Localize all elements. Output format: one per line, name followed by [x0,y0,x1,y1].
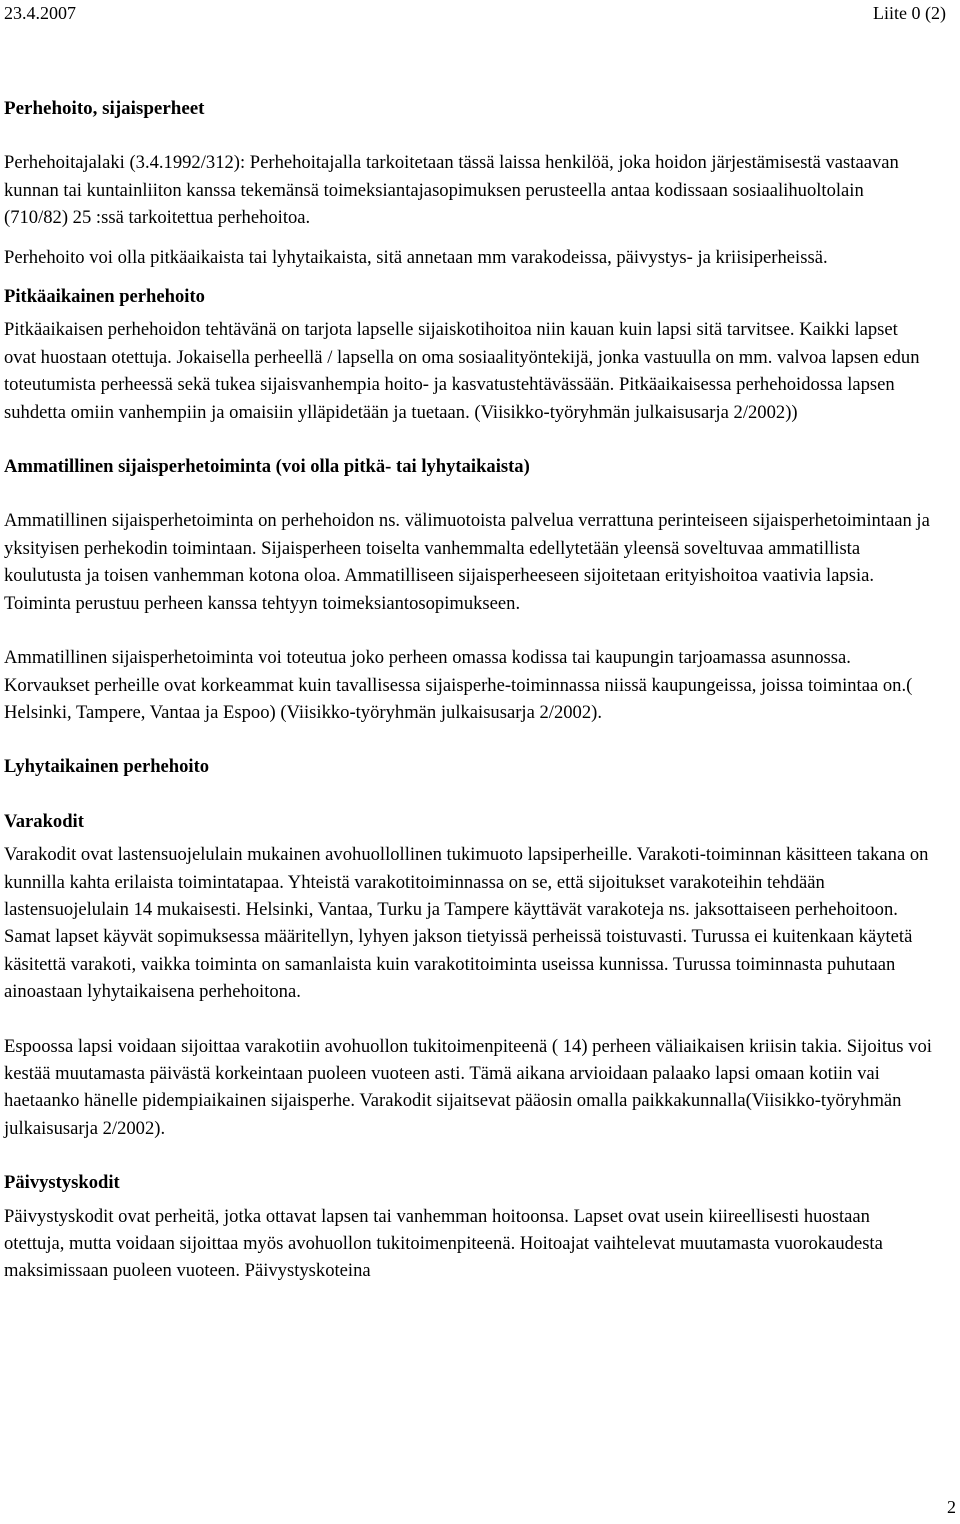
paragraph-varakodit-1: Varakodit ovat lastensuojelulain mukainen avohuollollinen tukimuoto lapsiperheille. Varakoti-toiminnan käsitteen takana on kunnilla kahta erilaista toimintatapaa. Yhteistä varakotitoiminnassa on se, että sijoitukset varakoteihin tehdään lastensuojelulain 14 mukaisesti. Helsinki, Vantaa, Turku ja Tampere käyttävät varakoteja ns. jaksottaiseen perhehoitoon. Samat lapset käyvät sopimuksessa määritellyn, lyhyen jakson tietyissä perheissä toistuvasti. Turussa ei kuitenkaan käytetä käsitettä varakoti, vaikka toiminta on samanlaista kuin varakotitoiminta useissa kunnissa. Turussa toiminnasta puhutaan ainoastaan lyhytaikaisena perhehoitona. [4,844,929,1003]
header-date: 23.4.2007 [4,3,76,23]
paragraph-paivystys: Päivystyskodit ovat perheitä, jotka ottavat lapsen tai vanhemman hoitoonsa. Lapset ovat usein kiireellisesti huostaan otettuja, mutta voidaan sijoittaa myös avohuollon tukitoimenpiteenä. Hoitoajat vaihtelevat muutamasta vuorokaudesta maksimissaan puoleen vuoteen. Päivystyskoteina [4,1205,883,1282]
page-title: Perhehoito, sijaisperheet [4,98,205,119]
heading-varakodit: Varakodit [4,810,84,832]
paragraph-types: Perhehoito voi olla pitkäaikaista tai lyhytaikaista, sitä annetaan mm varakodeissa, päivystys- ja kriisiperheissä. [4,246,828,268]
document-body [4,95,932,1285]
heading-paivystys: Päivystyskodit [4,1172,120,1194]
paragraph-law: Perhehoitajalaki (3.4.1992/312): Perhehoitajalla tarkoitetaan tässä laissa henkilöä, joka hoidon järjestämisestä vastaavan kunnan tai kuntainliiton kanssa tekemänsä toimeksiantajasopimuksen perusteella antaa kodissaan sosiaalihuoltolain (710/82) 25 :ssä tarkoitettua perhehoitoa. [4,152,899,229]
paragraph-professional-2: Ammatillinen sijaisperhetoiminta voi toteutua joko perheen omassa kodissa tai kaupungin tarjoamassa asunnossa. Korvaukset perheille ovat korkeammat kuin tavallisessa sijaisperhe-toiminnassa niissä kaupungeissa, joissa toimintaa on.( Helsinki, Tampere, Vantaa ja Espoo) (Viisikko-työryhmän julkaisusarja 2/2002). [4,647,913,723]
page-number: 2 [947,1497,956,1517]
header-attachment: Liite 0 (2) [873,3,946,23]
heading-professional: Ammatillinen sijaisperhetoiminta (voi olla pitkä- tai lyhytaikaista) [4,456,530,478]
heading-shortterm: Lyhytaikainen perhehoito [4,756,210,778]
paragraph-varakodit-2: Espoossa lapsi voidaan sijoittaa varakotiin avohuollon tukitoimenpiteenä ( 14) perheen väliaikaisen kriisin takia. Sijoitus voi kestää muutamasta päivästä korkeintaan puoleen vuoteen asti. Tämä aikana arvioidaan palaako lapsi omaan kotiin vai haetaanko hänelle pidempiaikainen sijaisperhe. Varakodit sijaitsevat pääosin omalla paikkakunnalla(Viisikko-työryhmän julkaisusarja 2/2002). [4,1035,932,1139]
heading-longterm: Pitkäaikainen perhehoito [4,286,205,308]
paragraph-longterm: Pitkäaikaisen perhehoidon tehtävänä on tarjota lapselle sijaiskotihoitoa niin kauan kuin lapsi sitä tarvitsee. Kaikki lapset ovat huostaan otettuja. Jokaisella perheellä / lapsella on oma sosiaalityöntekijä, jonka vastuulla on mm. valvoa lapsen edun toteutumista perheessä sekä tukea sijaisvanhempia hoito- ja kasvatustehtävässään. Pitkäaikaisessa perhehoidossa lapsen suhdetta omiin vanhempiin ja omaisiin ylläpidetään ja tuetaan. (Viisikko-työryhmän julkaisusarja 2/2002)) [4,319,920,423]
paragraph-professional-1: Ammatillinen sijaisperhetoiminta on perhehoidon ns. välimuotoista palvelua verrattuna perinteiseen sijaisperhetoimintaan ja yksityisen perhekodin toimintaan. Sijaisperheen toiselta vanhemmalta edellytetään yleensä soveltuvaa ammatillista koulutusta ja toisen vanhemman kotona oloa. Ammatilliseen sijaisperheeseen sijoitetaan erityishoitoa vaativia lapsia. Toiminta perustuu perheen kanssa tehtyyn toimeksiantosopimukseen. [4,510,930,614]
